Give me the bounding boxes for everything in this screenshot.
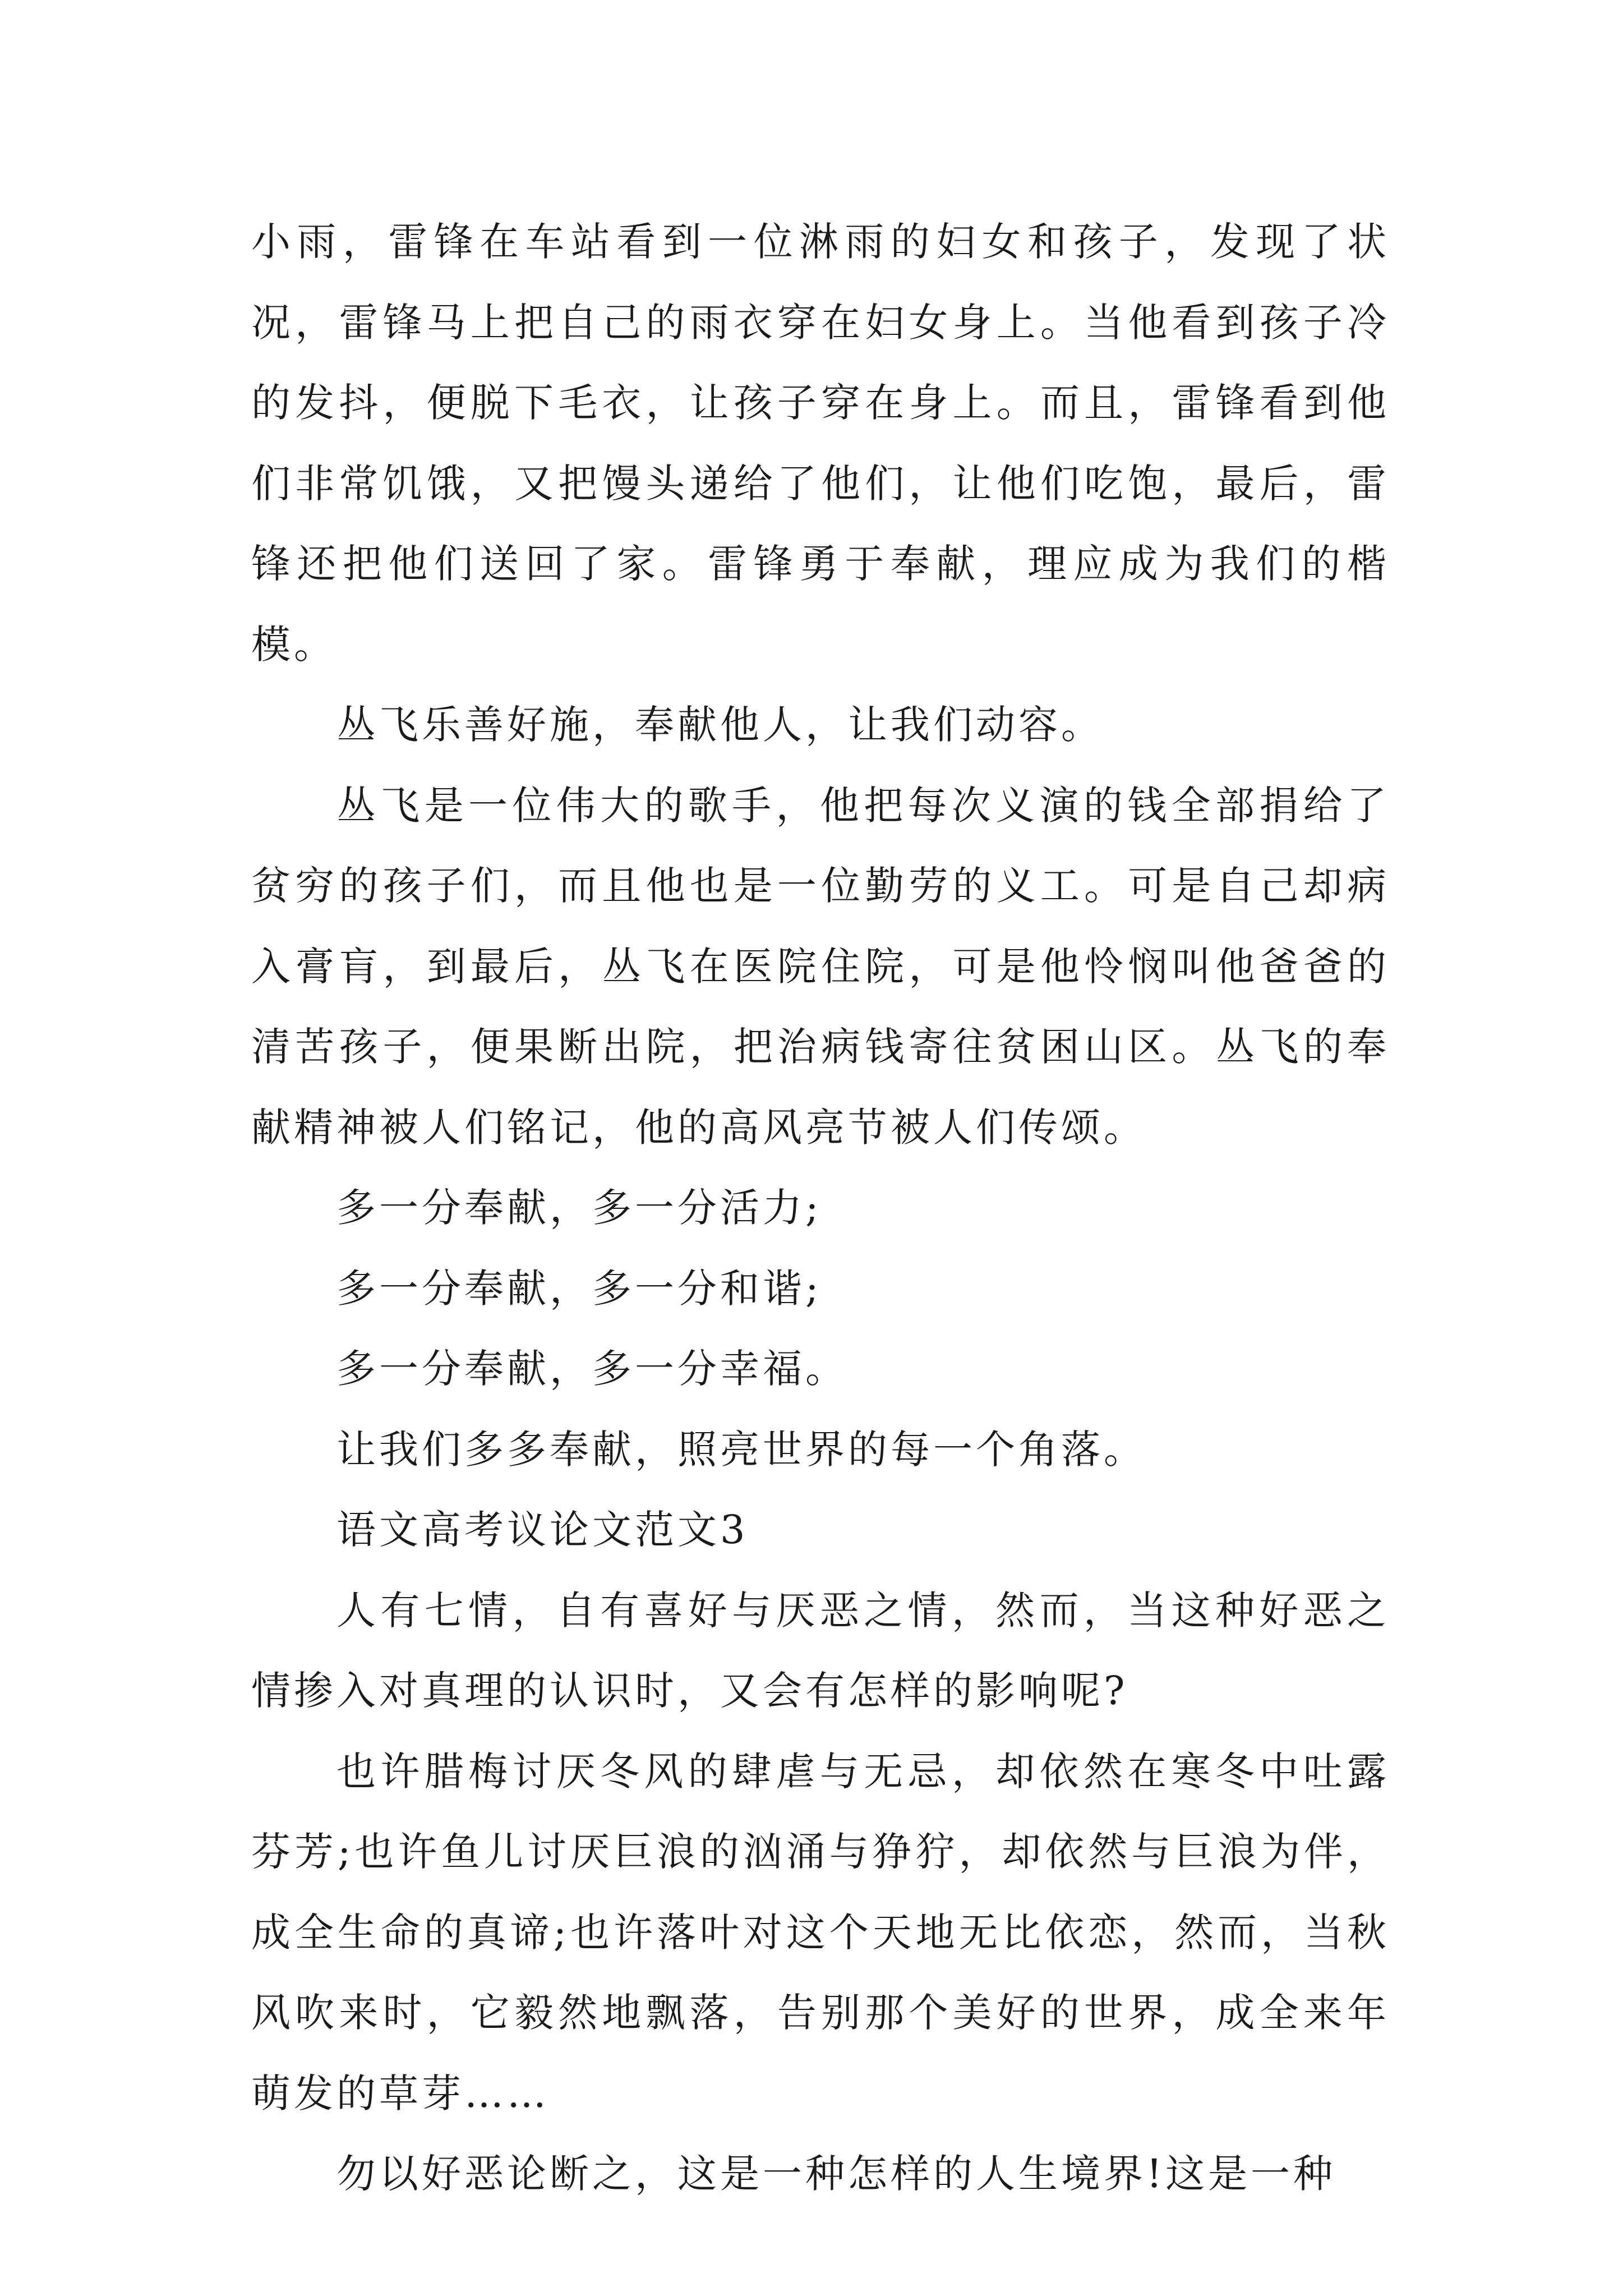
paragraph-cong-fei-intro: 丛飞乐善好施，奉献他人，让我们动容。 (336, 702, 1104, 748)
paragraph-vitality-line: 多一分奉献，多一分活力; (336, 1185, 822, 1231)
section-heading-essay-3: 语文高考议论文范文3 (336, 1507, 749, 1553)
paragraph-happiness-line: 多一分奉献，多一分幸福。 (336, 1346, 848, 1392)
paragraph-cong-fei-story: 丛飞是一位伟大的歌手，他把每次义演的钱全部捐给了贫穷的孩子们，而且他也是一位勤劳的义工。可是自己却病入膏肓，到最后，丛飞在医院住院，可是他怜悯叫他爸爸的清苦孩子，便果断出院，把治病钱寄往贫困山区。丛飞的奉献精神被人们铭记，他的高风亮节被人们传颂。 (251, 782, 1390, 1151)
document-body (251, 202, 1390, 2215)
paragraph-plum-fish-leaf: 也许腊梅讨厌冬风的肆虐与无忌，却依然在寒冬中吐露芬芳;也许鱼儿讨厌巨浪的汹涌与狰狞，却依然与巨浪为伴，成全生命的真谛;也许落叶对这个天地无比依恋，然而，当秋风吹来时，它毅然地飘落，告别那个美好的世界，成全来年萌发的草芽…… (251, 1748, 1390, 2116)
paragraph-lei-feng-story: 小雨，雷锋在车站看到一位淋雨的妇女和孩子，发现了状况，雷锋马上把自己的雨衣穿在妇女身上。当他看到孩子冷的发抖，便脱下毛衣，让孩子穿在身上。而且，雷锋看到他们非常饥饿，又把馒头递给了他们，让他们吃饱，最后，雷锋还把他们送回了家。雷锋勇于奉献，理应成为我们的楷模。 (251, 219, 1390, 668)
paragraph-harmony-line: 多一分奉献，多一分和谐; (336, 1265, 822, 1312)
paragraph-closing-line: 让我们多多奉献，照亮世界的每一个角落。 (336, 1426, 1146, 1473)
paragraph-seven-emotions: 人有七情，自有喜好与厌恶之情，然而，当这种好恶之情掺入对真理的认识时，又会有怎样的影响呢? (251, 1587, 1390, 1714)
paragraph-life-realm: 勿以好恶论断之，这是一种怎样的人生境界!这是一种 (336, 2151, 1336, 2197)
